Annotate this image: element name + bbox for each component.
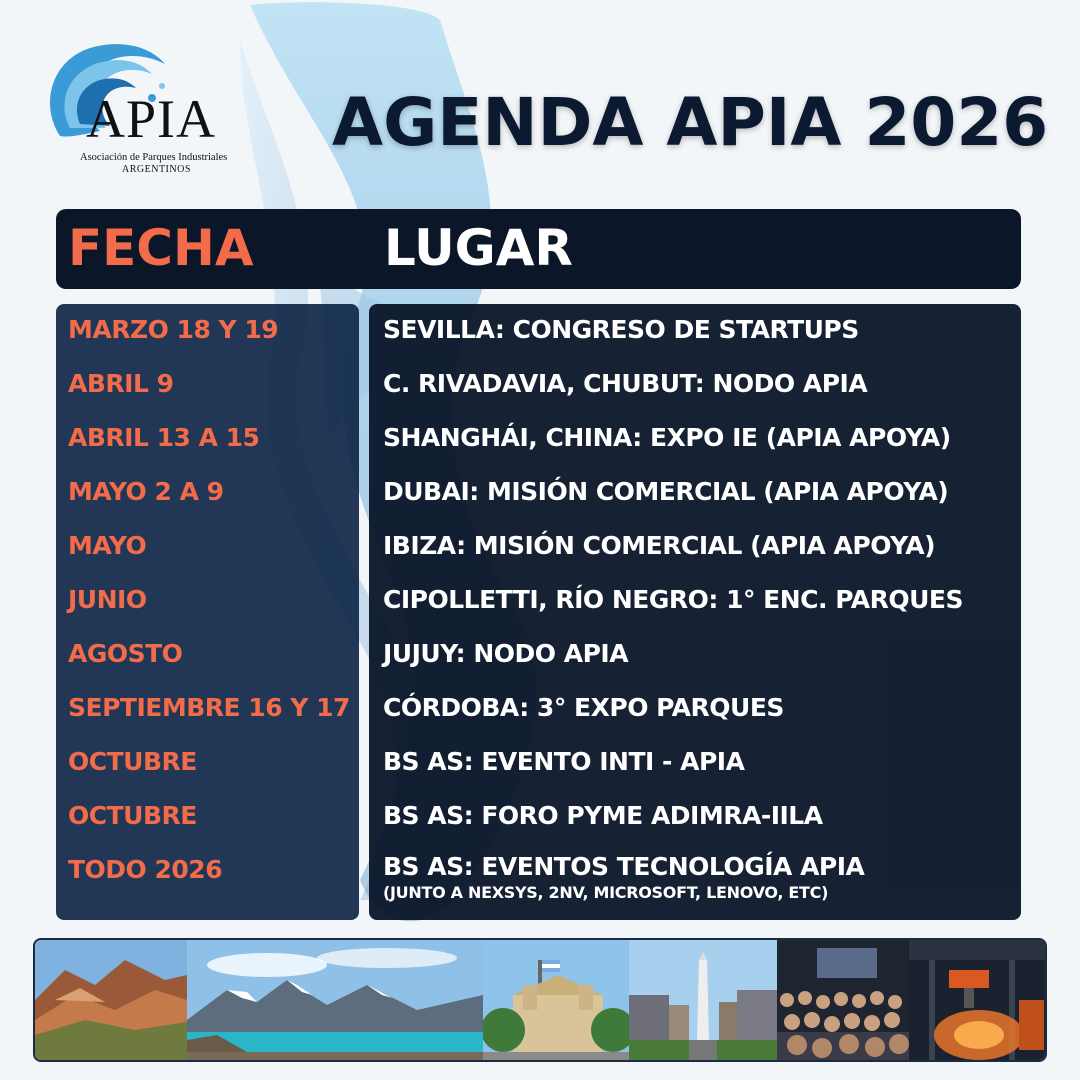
colonial-church-photo xyxy=(483,940,629,1062)
event-place: DUBAI: MISIÓN COMERCIAL (APIA APOYA) xyxy=(383,477,949,506)
event-date: ABRIL 9 xyxy=(68,369,174,398)
event-place: BS AS: EVENTOS TECNOLOGÍA APIA xyxy=(383,852,865,881)
logo-subtitle-country: ARGENTINOS xyxy=(122,164,191,175)
conference-audience-photo xyxy=(777,940,909,1062)
header-lugar: LUGAR xyxy=(384,219,573,277)
event-date: MAYO 2 A 9 xyxy=(68,477,224,506)
event-place: CIPOLLETTI, RÍO NEGRO: 1° ENC. PARQUES xyxy=(383,585,963,614)
logo-brand-text: APIA xyxy=(86,89,217,149)
event-date: AGOSTO xyxy=(68,639,183,668)
photo-strip xyxy=(33,938,1047,1062)
event-place: BS AS: FORO PYME ADIMRA-IILA xyxy=(383,801,823,830)
header-fecha: FECHA xyxy=(68,219,254,277)
event-date: OCTUBRE xyxy=(68,801,197,830)
event-place: JUJUY: NODO APIA xyxy=(383,639,629,668)
event-date: MAYO xyxy=(68,531,147,560)
event-date: JUNIO xyxy=(68,585,147,614)
event-date: MARZO 18 Y 19 xyxy=(68,315,279,344)
logo-subtitle: Asociación de Parques Industriales xyxy=(80,152,228,163)
dates-column xyxy=(56,304,359,920)
industrial-plant-photo xyxy=(909,940,1047,1062)
event-place: C. RIVADAVIA, CHUBUT: NODO APIA xyxy=(383,369,868,398)
page-title: AGENDA APIA 2026 xyxy=(332,84,1049,161)
event-date: OCTUBRE xyxy=(68,747,197,776)
event-date: ABRIL 13 A 15 xyxy=(68,423,260,452)
mountains-photo xyxy=(35,940,187,1062)
event-place: CÓRDOBA: 3° EXPO PARQUES xyxy=(383,693,784,722)
event-place: SEVILLA: CONGRESO DE STARTUPS xyxy=(383,315,859,344)
obelisk-city-photo xyxy=(629,940,777,1062)
event-place: IBIZA: MISIÓN COMERCIAL (APIA APOYA) xyxy=(383,531,936,560)
event-note: (JUNTO A NEXSYS, 2NV, MICROSOFT, LENOVO, ETC) xyxy=(383,883,829,902)
event-date: TODO 2026 xyxy=(68,855,223,884)
event-place: BS AS: EVENTO INTI - APIA xyxy=(383,747,745,776)
lake-landscape-photo xyxy=(187,940,483,1062)
apia-logo xyxy=(40,36,250,176)
event-place: SHANGHÁI, CHINA: EXPO IE (APIA APOYA) xyxy=(383,423,951,452)
places-column xyxy=(369,304,1021,920)
table-header xyxy=(56,209,1021,289)
event-date: SEPTIEMBRE 16 Y 17 xyxy=(68,693,350,722)
